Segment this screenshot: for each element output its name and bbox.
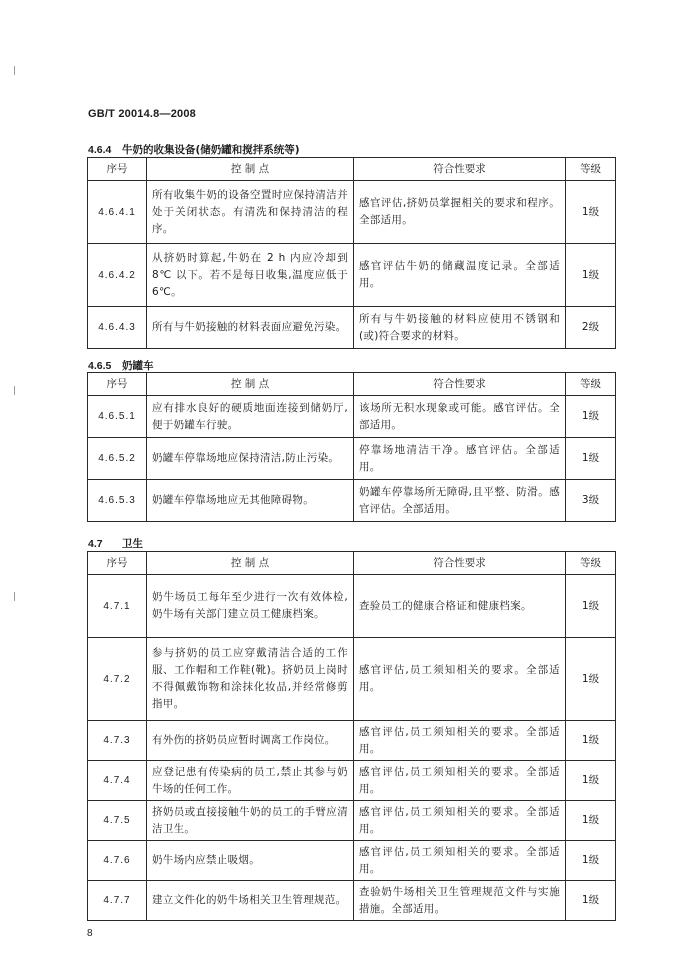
row-no: 4.7.3 bbox=[88, 721, 147, 761]
section-number: 4.6.5 bbox=[88, 360, 112, 372]
row-level: 2级 bbox=[566, 307, 616, 349]
row-no: 4.6.4.2 bbox=[88, 244, 147, 307]
table-4-6-4 bbox=[87, 157, 616, 349]
table-row bbox=[88, 438, 616, 480]
row-control: 挤奶员或直接接触牛奶的员工的手臂应清洁卫生。 bbox=[147, 801, 354, 841]
standard-number: GB/T 20014.8—2008 bbox=[88, 108, 196, 120]
row-level: 1级 bbox=[566, 801, 616, 841]
row-compliance: 查验奶牛场相关卫生管理规范文件与实施措施。全部适用。 bbox=[354, 881, 566, 921]
col-header-level: 等级 bbox=[566, 552, 616, 575]
col-header-no: 序号 bbox=[88, 552, 147, 575]
row-compliance: 该场所无积水现象或可能。感官评估。全部适用。 bbox=[354, 396, 566, 438]
table-4-7 bbox=[87, 551, 616, 921]
row-no: 4.6.4.1 bbox=[88, 181, 147, 244]
table-row bbox=[88, 396, 616, 438]
row-level: 1级 bbox=[566, 438, 616, 480]
row-control: 奶牛场员工每年至少进行一次有效体检,奶牛场有关部门建立员工健康档案。 bbox=[147, 575, 354, 638]
col-header-level: 等级 bbox=[566, 373, 616, 396]
table-header-row bbox=[88, 552, 616, 575]
row-no: 4.7.1 bbox=[88, 575, 147, 638]
page-number: 8 bbox=[87, 928, 93, 939]
row-compliance: 感官评估,员工须知相关的要求。全部适用。 bbox=[354, 761, 566, 801]
table-row bbox=[88, 575, 616, 638]
row-no: 4.6.5.3 bbox=[88, 480, 147, 522]
row-control: 应登记患有传染病的员工,禁止其参与奶牛场的任何工作。 bbox=[147, 761, 354, 801]
col-header-compliance: 符合性要求 bbox=[354, 552, 566, 575]
row-level: 1级 bbox=[566, 841, 616, 881]
table-header-row bbox=[88, 373, 616, 396]
row-level: 1级 bbox=[566, 396, 616, 438]
col-header-no: 序号 bbox=[88, 158, 147, 181]
row-compliance: 查验员工的健康合格证和健康档案。 bbox=[354, 575, 566, 638]
row-no: 4.7.4 bbox=[88, 761, 147, 801]
row-compliance: 停靠场地清洁干净。感官评估。全部适用。 bbox=[354, 438, 566, 480]
row-control: 参与挤奶的员工应穿戴清洁合适的工作服、工作帽和工作鞋(靴)。挤奶员上岗时不得佩戴饰物和涂抹化妆品,并经常修剪指甲。 bbox=[147, 638, 354, 721]
row-no: 4.7.2 bbox=[88, 638, 147, 721]
row-compliance: 感官评估,员工须知相关的要求。全部适用。 bbox=[354, 721, 566, 761]
row-level: 1级 bbox=[566, 638, 616, 721]
col-header-control: 控 制 点 bbox=[147, 158, 354, 181]
row-control: 奶罐车停靠场地应保持清洁,防止污染。 bbox=[147, 438, 354, 480]
row-no: 4.7.7 bbox=[88, 881, 147, 921]
section-heading-4-6-4 bbox=[88, 142, 300, 157]
section-heading-4-6-5 bbox=[88, 358, 154, 373]
col-header-no: 序号 bbox=[88, 373, 147, 396]
section-title: 奶罐车 bbox=[122, 360, 154, 372]
row-compliance: 感官评估牛奶的储藏温度记录。全部适用。 bbox=[354, 244, 566, 307]
row-compliance: 感官评估,挤奶员掌握相关的要求和程序。全部适用。 bbox=[354, 181, 566, 244]
row-control: 所有与牛奶接触的材料表面应避免污染。 bbox=[147, 307, 354, 349]
section-number: 4.7 bbox=[88, 538, 103, 550]
col-header-compliance: 符合性要求 bbox=[354, 158, 566, 181]
col-header-level: 等级 bbox=[566, 158, 616, 181]
row-compliance: 感官评估,员工须知相关的要求。全部适用。 bbox=[354, 801, 566, 841]
row-control: 从挤奶时算起,牛奶在 2 h 内应冷却到 8℃ 以下。若不是每日收集,温度应低于 6℃。 bbox=[147, 244, 354, 307]
row-compliance: 所有与牛奶接触的材料应使用不锈钢和(或)符合要求的材料。 bbox=[354, 307, 566, 349]
table-row bbox=[88, 881, 616, 921]
section-title: 牛奶的收集设备(储奶罐和搅拌系统等) bbox=[122, 144, 300, 156]
row-compliance: 奶罐车停靠场所无障碍,且平整、防滑。感官评估。全部适用。 bbox=[354, 480, 566, 522]
row-control: 奶牛场内应禁止吸烟。 bbox=[147, 841, 354, 881]
section-number: 4.6.4 bbox=[88, 144, 112, 156]
row-level: 3级 bbox=[566, 480, 616, 522]
table-row bbox=[88, 801, 616, 841]
row-no: 4.6.5.2 bbox=[88, 438, 147, 480]
row-no: 4.7.6 bbox=[88, 841, 147, 881]
table-row bbox=[88, 841, 616, 881]
row-level: 1级 bbox=[566, 721, 616, 761]
table-row bbox=[88, 307, 616, 349]
row-control: 奶罐车停靠场地应无其他障碍物。 bbox=[147, 480, 354, 522]
row-compliance: 感官评估,员工须知相关的要求。全部适用。 bbox=[354, 841, 566, 881]
table-row bbox=[88, 638, 616, 721]
table-row bbox=[88, 244, 616, 307]
row-control: 建立文件化的奶牛场相关卫生管理规范。 bbox=[147, 881, 354, 921]
table-row bbox=[88, 181, 616, 244]
col-header-control: 控 制 点 bbox=[147, 373, 354, 396]
row-no: 4.6.5.1 bbox=[88, 396, 147, 438]
row-level: 1级 bbox=[566, 181, 616, 244]
table-header-row bbox=[88, 158, 616, 181]
table-row bbox=[88, 721, 616, 761]
row-level: 1级 bbox=[566, 575, 616, 638]
col-header-compliance: 符合性要求 bbox=[354, 373, 566, 396]
row-compliance: 感官评估,员工须知相关的要求。全部适用。 bbox=[354, 638, 566, 721]
row-no: 4.6.4.3 bbox=[88, 307, 147, 349]
row-control: 应有排水良好的硬质地面连接到储奶厅,便于奶罐车行驶。 bbox=[147, 396, 354, 438]
row-no: 4.7.5 bbox=[88, 801, 147, 841]
table-4-6-5 bbox=[87, 372, 616, 522]
section-title: 卫生 bbox=[122, 538, 143, 550]
row-control: 所有收集牛奶的设备空置时应保持清洁并处于关闭状态。有清洗和保持清洁的程序。 bbox=[147, 181, 354, 244]
row-level: 1级 bbox=[566, 761, 616, 801]
table-row bbox=[88, 480, 616, 522]
table-row bbox=[88, 761, 616, 801]
row-control: 有外伤的挤奶员应暂时调离工作岗位。 bbox=[147, 721, 354, 761]
row-level: 1级 bbox=[566, 881, 616, 921]
row-level: 1级 bbox=[566, 244, 616, 307]
section-heading-4-7 bbox=[88, 536, 143, 551]
col-header-control: 控 制 点 bbox=[147, 552, 354, 575]
